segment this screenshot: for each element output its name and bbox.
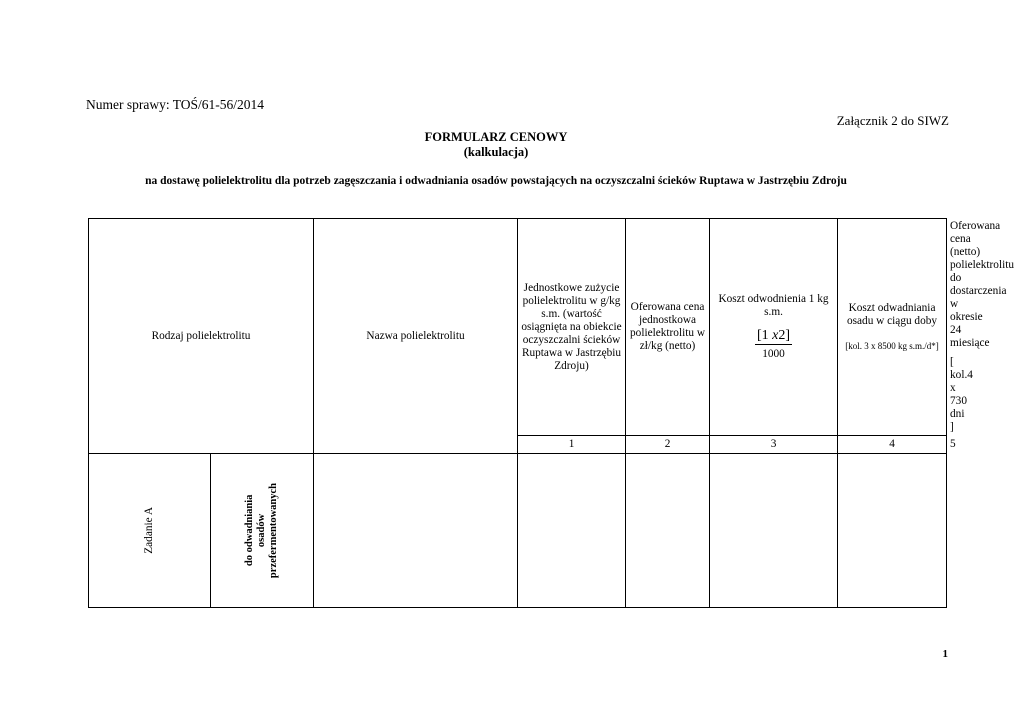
header-type: Rodzaj polielektrolitu bbox=[89, 219, 314, 454]
cost-formula-numerator: [1 x2] bbox=[756, 328, 791, 343]
header-unit-price: Oferowana cena jednostkowa polielektrolitu w zł/kg (netto) bbox=[626, 219, 710, 436]
column-number: 1 bbox=[518, 436, 626, 454]
form-title: FORMULARZ CENOWY bbox=[424, 130, 568, 144]
form-subject: na dostawę polielektrolitu dla potrzeb zagęszczania i odwadniania osadów powstających na oczyszczalni ścieków Ruptawa w Jastrzębiu Zdroju bbox=[145, 175, 847, 187]
daily-cost-input-cell[interactable] bbox=[838, 454, 947, 608]
column-number-row: 1 2 3 4 5 bbox=[89, 436, 947, 454]
usage-input-cell[interactable] bbox=[518, 454, 626, 608]
cost-input-cell[interactable] bbox=[710, 454, 838, 608]
header-name: Nazwa polielektrolitu bbox=[314, 219, 518, 454]
unit-price-input-cell[interactable] bbox=[626, 454, 710, 608]
form-title-block bbox=[0, 130, 992, 160]
header-daily-cost bbox=[838, 219, 947, 436]
column-number: 4 bbox=[838, 436, 947, 454]
header-cost-label: Koszt odwodnienia 1 kg s.m. bbox=[718, 293, 829, 318]
header-daily-cost-label: Koszt odwadniania osadu w ciągu doby bbox=[846, 301, 938, 327]
task-label: Zadanie A bbox=[143, 507, 155, 554]
form-subtitle: (kalkulacja) bbox=[463, 145, 529, 159]
column-number: 2 bbox=[626, 436, 710, 454]
header-row: Rodzaj polielektrolitu Nazwa polielektrolitu Jednostkowe zużycie polielektrolitu w g/kg s.m. (wartość osiągnięta na obiekcie oczyszczalni ścieków Ruptawa w Jastrzębiu Zdroju) Oferowana cena jednostkowa polielektrolitu w zł/kg (netto) Koszt odwodnienia 1 kg s.m. $\frac{[1 x2]}{1000}$ Koszt odwadniania osadu w ciągu doby [kol. 3 x 8500 kg s.m./d*] Oferowana cena (netto) polielektrolitu do dostarczenia w okresie 24 miesiące [ kol.4 x 730 dni ] bbox=[89, 219, 947, 436]
case-number: Numer sprawy: TOŚ/61-56/2014 bbox=[86, 97, 264, 112]
column-number: 3 bbox=[710, 436, 838, 454]
name-input-cell[interactable] bbox=[314, 454, 518, 608]
header-cost bbox=[710, 219, 838, 436]
cost-formula bbox=[755, 329, 792, 361]
cost-formula-denominator: 1000 bbox=[762, 348, 785, 360]
daily-cost-formula: [kol. 3 x 8500 kg s.m./d*] bbox=[845, 340, 939, 351]
data-row bbox=[89, 454, 947, 608]
page-number: 1 bbox=[942, 648, 948, 660]
task-cell bbox=[89, 454, 211, 608]
price-table bbox=[88, 218, 1014, 608]
purpose-label: do odwadniania osadów przefermentowanych bbox=[244, 482, 279, 579]
purpose-cell bbox=[211, 454, 314, 608]
annex-label: Załącznik 2 do SIWZ bbox=[836, 113, 949, 128]
header-usage: Jednostkowe zużycie polielektrolitu w g/kg s.m. (wartość osiągnięta na obiekcie oczyszczalni ścieków Ruptawa w Jastrzębiu Zdroju) bbox=[518, 219, 626, 436]
